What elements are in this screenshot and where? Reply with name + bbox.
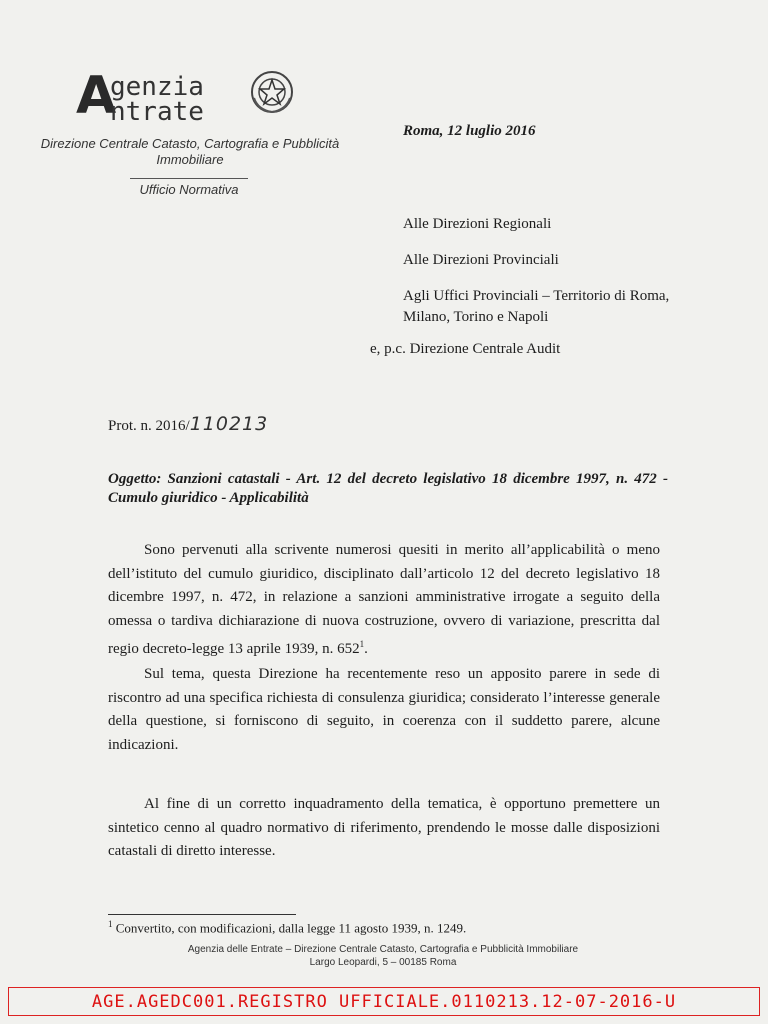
logo-letter-a: A (76, 66, 117, 126)
subject-line: Oggetto: Sanzioni catastali - Art. 12 del decreto legislativo 18 dicembre 1997, n. 472 - Cumulo giuridico - Applicabilità (108, 471, 668, 506)
page-footer (100, 943, 666, 969)
protocol-number (108, 413, 268, 435)
footnote-text: Convertito, con modificazioni, dalla legge 11 agosto 1939, n. 1249. (112, 920, 467, 936)
protocol-prefix: Prot. n. 2016/ (108, 418, 190, 434)
logo-text-genzia: genzia (110, 72, 204, 102)
footnote-number: 1 (108, 919, 113, 929)
department-name: Direzione Centrale Catasto, Cartografia e Pubblicità Immobiliare (40, 136, 340, 167)
footnote-divider (108, 914, 296, 915)
paragraph-1 (108, 539, 660, 662)
carbon-copy: e, p.c. Direzione Centrale Audit (370, 341, 561, 357)
department-divider (130, 178, 248, 179)
footer-line: Largo Leopardi, 5 – 00185 Roma (309, 957, 457, 968)
footer-line: Agenzia delle Entrate – Direzione Centrale Catasto, Cartografia e Pubblicità Immobiliare (187, 944, 579, 955)
paragraph-text: Sono pervenuti alla scrivente numerosi quesiti in merito all’applicabilità o meno dell’istituto del cumulo giuridico, disciplinato dall’articolo 12 del decreto legislativo 18 dicembre 1997, n. 472, in relazione a sanzioni amministrative irrogate a seguito della omessa o tardiva dichiarazione di nuova costruzione, ovvero di variazione, prescritta dal regio decreto-legge 13 aprile 1939, n. 652 (108, 542, 660, 657)
protocol-handwritten: 110213 (189, 413, 269, 435)
republic-emblem-icon (248, 68, 296, 116)
recipient: Alle Direzioni Regionali (403, 216, 552, 232)
logo-text-ntrate: ntrate (110, 97, 204, 127)
footnote (108, 919, 466, 936)
paragraph-end: . (364, 641, 368, 657)
recipient: Alle Direzioni Provinciali (403, 252, 559, 268)
recipient: Agli Uffici Provinciali – Territorio di Roma, Milano, Torino e Napoli (403, 288, 670, 325)
letter-date: Roma, 12 luglio 2016 (403, 123, 536, 139)
office-name: Ufficio Normativa (139, 182, 239, 197)
paragraph-3: Al fine di un corretto inquadramento della tematica, è opportuno premettere un sintetico cenno al quadro normativo di riferimento, prendendo le mosse dalle disposizioni catastali di diretto interesse. (108, 796, 660, 859)
registry-stamp: AGE.AGEDC001.REGISTRO UFFICIALE.0110213.12-07-2016-U (8, 987, 760, 1016)
footnote-ref: 1 (359, 639, 365, 649)
recipients-list (403, 214, 703, 342)
agency-logo (72, 66, 312, 136)
paragraph-2: Sul tema, questa Direzione ha recentemente reso un apposito parere in sede di riscontro ad una specifica richiesta di consulenza giuridica; considerato l’interesse generale della questione, si forniscono di seguito, in coerenza con il suddetto parere, alcune indicazioni. (108, 666, 660, 753)
